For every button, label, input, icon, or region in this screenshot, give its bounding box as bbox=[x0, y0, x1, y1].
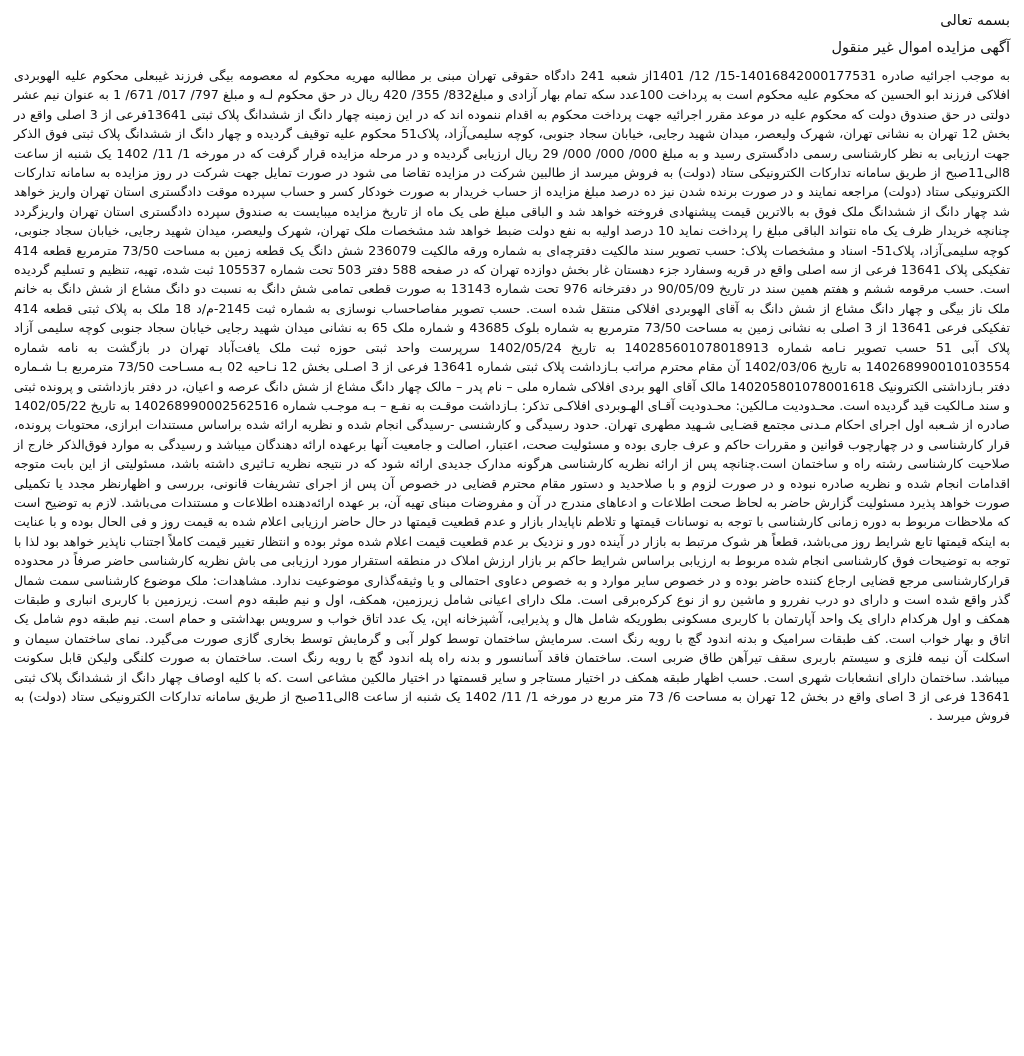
notice-body-text: به موجب اجرائیه صادره 14016842000177531-15/ 12/ 1401از شعبه 241 دادگاه حقوقی تهران مبنی بر مطالبه مهریه محکوم له معصومه بیگی فرزند غیبعلی محکوم علیه الهوبردی افلاکی فرزند ابو الحسین که محکوم علیه محکوم است به پرداخت 100عدد سکه تمام بهار آزادی و مبلغ832/ 355/ 420 ریال در حق محکوم لـه و مبلغ 797/ 017/ 671/ 1 به عنوان نیم عشر دولتی در حق صندوق دولت که محکوم علیه در موعد مقرر اجرائیه جهت پرداخت محکوم به اقدام ننموده اند که در این زمینه چهار دانگ از ششدانگ پلاک ثبتی 13641فرعی از 3 اصلی واقع در بخش 12 تهران به نشانی تهران، شهرک ولیعصر، میدان شهید رجایی، خیابان سجاد جنوبی، کوچه سلیمی‌آزاد، پلاک51 محکوم علیه توقیف گردیده و چهار دانگ از ششدانگ پلاک ثبتی فوق الذکر جهت ارزیابی به نظر کارشناسی رسمی دادگستری رسید و به مبلغ 000/ 000/ 000/ 29 ریال ارزیابی گردیده و در مرحله مزایده قرار گرفت که در مورخه 1/ 11/ 1402 یک شنبه از ساعت 8الی11صبح از طریق سامانه تدارکات الکترونیکی ستاد (دولت) به فروش میرسد از طالبین شرکت در مزایده تقاضا می شود در صورت تمایل جهت شرکت در روز مزایده به سامانه تدارکات الکترونیکی ستاد (دولت) مراجعه نمایند و در صورت برنده شدن نیز ده درصد مبلغ مزایده از حساب خریدار به صورت خودکار کسر و حساب سپرده موقت دادگستری استان تهران واریز خواهد شد چهار دانگ از ششدانگ ملک فوق به بالاترین قیمت پیشنهادی فروخته خواهد شد و الباقی مبلغ طی یک ماه از تاریخ مزایده میبایست به صندوق سپرده دادگستری استان تهران واریزگردد چنانچه خریدار ظرف یک ماه نتواند الباقی مبلغ را پرداخت نماید 10 درصد اولیه به نفع دولت ضبط خواهد شد مشخصات ملک تهران، شهرک ولیعصر، میدان شهید رجایی، خیابان سجاد جنوبی، کوچه سلیمی‌آزاد، پلاک51- اسناد و مشخصات پلاک: حسب تصویر سند مالکیت دفترچه‌ای به شماره ورقه مالکیت 236079 شش دانگ یک قطعه زمین به مساحت 73/50 مترمربع قطعه 414 تفکیکی پلاک 13641 فرعی از سه اصلی واقع در قریه وسفارد جزء دهستان غار بخش دوازده تهران که در صفحه 588 دفتر 503 تحت شماره 105537 ثبت شده، تهیه، تنظیم و تسلیم گردیده است. حسب مرقومه ششم و هفتم همین سند در تاریخ 90/05/09 در دفترخانه 976 تحت شماره 13143 به صورت قطعی تمامی شش دانگ به نسبت دو دانگ مشاع از شش دانگ به خانم ملک ناز بیگی و چهار دانگ مشاع از شش دانگ به آقای الهوبردی افلاکی منتقل شده است. حسب تصویر مفاصاحساب نوسازی به شماره ثبت 2145-م/د 18 ملک به پلاک ثبتی قطعه 414 تفکیکی فرعی 13641 از 3 اصلی به نشانی زمین به مساحت 73/50 مترمربع به شماره بلوک 43685 و شماره ملک 65 به نشانی میدان شهید رجایی خیابان سجاد جنوبی کوچه سلیمی آزاد پلاک آبی 51 حسب تصویر نـامه شماره 14028560107801891​3 به تاریخ 1402/05/24 سرپرست واحد ثبتی حوزه ثبت ملک یافت‌آباد تهران در بازگشت به نامه شماره 140268990010103554 به تاریخ 1402/03/06 آن مقام محترم مراتب بـازداشت پلاک ثبتی شماره 13641 فرعی از 3 اصـلی بخش 12 نـاحیه 02 بـه مسـاحت 73/50 مترمربع بـا شـماره دفتر بـازداشتی الکترونیک 140205801078001618 مالک آقای الهو بردی افلاکی شماره ملی – نام پدر – مالک چهار دانگ مشاع از شش دانگ عرصه و اعیان، در دفتر بازداشتی و پرونده ثبتی و سند مـالکیت قید گردیده است. محـدودیت مـالکین: محـدودیت آقـای الهـوبردی افلاکـی تذکر: بـازداشت موقـت به نفـع – بـه موجـب شماره 140268990002562516 به تاریخ 1402/05/22 صادره از شـعبه اول اجرای احکام مـدنی مجتمع قضـایی شـهید مطهری تهران. حدود رسیدگی و کارشنسی -رسیدگی انجام شده و نظریه ارائه شده براساس مستندات ابرازی، محتویات پرونده، قرار کارشناسی و در چهارچوب قوانین و مقررات حاکم و عرف جاری بوده و مسئولیت صحت، اعتبار، اصالت و جامعیت آنها برعهده ارائه دهندگان میباشد و رسیدگی به موارد فوق‌الذکر خارج از صلاحیت کارشناسی رشته راه و ساختمان است.چنانچه پس از ارائه نظریه کارشناسی هرگونه مدارک جدیدی ارائه شود که در نتیجه نظریه تـاثیری داشته باشد، مسئولیتی از این بابت متوجه اقدامات انجام شده و نظریه صادره نبوده و در صورت لزوم و با صلاحدید و دستور مقام محترم قضایی در خصوص آن پس از اجرای تشریفات قانونی، بررسی و اظهارنظر مجدد یا تکمیلی صورت خواهد پذیرد مسئولیت گزارش حاضر به لحاظ صحت اطلاعات و ادعاهای مندرج در آن و مفروضات مبنای تهیه آن، بر عهده ارائه‌دهنده اطلاعات و مستندات می‌باشد. لازم به توضیح است که ملاحظات مربوط به دوره زمانی کارشناسی با توجه به نوسانات قیمتها و تلاطم ناپایدار بازار و عدم قطعیت قیمتها در حال حاضر ارزیابی اعلام شده به قیمت روز و فی الحال بوده و با عنایت به اینکه قیمتها تابع شرایط روز می‌باشد، قطعاً هر شوک مرتبط به بازار در آینده دور و نزدیک بر عدم قطعیت قیمت اعلام شده موثر بوده و انتظار تغییر قیمت کاملاً اجتناب ناپذیر خواهد بود لذا با توجه به توضیحات فوق کارشناسی انجام شده مربوط به ارزیابی براساس شرایط حاکم بر بازار ارزش املاک در منطقه استقرار مورد ارزیابی می باش نظریه کارشناسی حاضر صرفاً در محدوده قرارکارشناسی مرجع قضایی ارجاع کننده حاضر بوده و در خصوص سایر موارد و به خصوص دعاوی احتمالی و یا وثیقه‌گذاری موضوعیت ندارد. مشاهدات: ملک موضوع کارشناسی سمت شمال گذر واقع شده است و دارای دو درب نفررو و ماشین رو از نوع کرکره‌برقی است. ملک دارای اعیانی شامل زیرزمین، همکف، اول و نیم طبقه دوم است. زیرزمین با کاربری انباری و طبقات همکف و اول هرکدام دارای یک واحد آپارتمان با کاربری مسکونی بطوریکه شامل هال و پذیرایی، آشپزخانه اپن، یک عدد اتاق خواب و سرویس بهداشتی و حمام است. نیم طبقه دوم شامل یک اتاق و بهار خواب است. کف طبقات سرامیک و بدنه اندود گچ با رویه رنگ است. سرمایش ساختمان توسط کولر آبی و گرمایش توسط بخاری گازی صورت می‌گیرد. نمای ساختمان سیمان و اسکلت آن نیمه فلزی و سیستم باربری سقف تیرآهن طاق ضربی است. ساختمان فاقد آسانسور و بدنه راه پله اندود گچ با رویه رنگ است. ساختمان به صورت کلنگی ولیکن قابل سکونت میباشد. ساختمان دارای انشعابات شهری است. حسب اظهار طبقه همکف در اختیار مستاجر و سایر قسمتها در اختیار مالکین مشاعی است .که با کلیه اوصاف چهار دانگ از ششدانگ پلاک ثبتی 13641 فرعی از 3 اصای واقع در بخش 12 تهران به مساحت 6/ 73 متر مربع در مورخه 1/ 11/ 1402 یک شنبه از ساعت 8الی11صبح از طریق سامانه تدارکات الکترونیکی ستاد (دولت) به فروش میرسد . bbox=[14, 68, 1011, 724]
invocation-heading: بسمه تعالی bbox=[940, 13, 1010, 29]
notice-title: آگهی مزایده اموال غیر منقول bbox=[831, 40, 1010, 56]
